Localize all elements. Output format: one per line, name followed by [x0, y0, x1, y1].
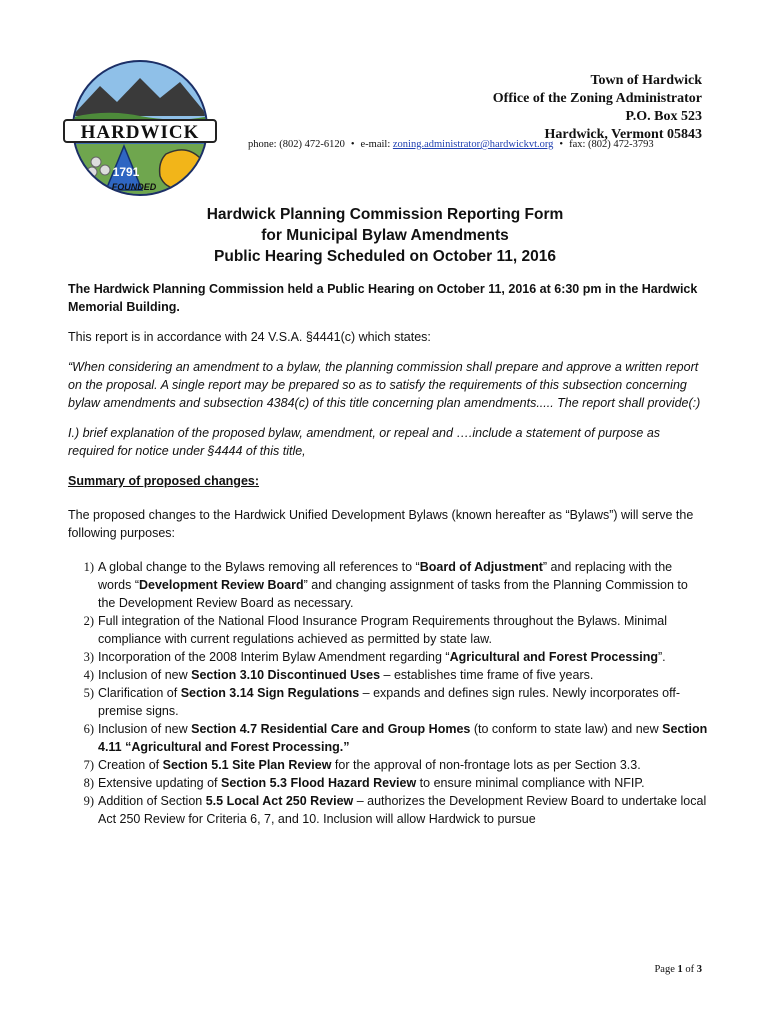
office-name: Office of the Zoning Administrator: [492, 91, 702, 106]
hardwick-seal-logo: [62, 58, 218, 198]
list-item: 5) Clarification of Section 3.14 Sign Regulations – expands and defines sign rules. Newly incorporates off-premise signs.: [83, 686, 680, 718]
document-body: [68, 280, 708, 828]
title-line-3: Public Hearing Scheduled on October 11, 2016: [214, 248, 556, 265]
bullet-separator: •: [559, 139, 564, 150]
document-title: [120, 204, 650, 267]
list-item: 3) Incorporation of the 2008 Interim Bylaw Amendment regarding “Agricultural and Forest Processing”.: [83, 650, 666, 664]
page-number: Page 1 of 3: [654, 964, 702, 975]
list-item: 2) Full integration of the National Flood Insurance Program Requirements throughout the Bylaws. Minimal compliance with current regulations achieved as permitted by state law.: [83, 614, 668, 646]
list-item: 6) Inclusion of new Section 4.7 Residential Care and Group Homes (to conform to state law) and new Section 4.11 “Agricultural and Forest Processing.”: [83, 722, 708, 754]
title-line-1: Hardwick Planning Commission Reporting Form: [206, 206, 564, 223]
changes-list: [68, 558, 708, 828]
list-item: 7) Creation of Section 5.1 Site Plan Review for the approval of non-frontage lots as per Section 3.3.: [83, 758, 641, 772]
list-item: 9) Addition of Section 5.5 Local Act 250 Review – authorizes the Development Review Board to undertake local Act 250 Review for Criteria 6, 7, and 10. Inclusion will allow Hardwick to pursue: [83, 794, 707, 826]
title-line-2: for Municipal Bylaw Amendments: [261, 227, 509, 244]
bullet-separator: •: [350, 139, 355, 150]
letterhead-address: [493, 72, 702, 144]
statute-quote: “When considering an amendment to a bylaw, the planning commission shall prepare and approve a written report on the proposal. A single report may be prepared so as to satisfy the requirements of this subsection concerning bylaw amendments and subsection 4384(c) of this title concerning plan amendments..... The report shall provide(:): [68, 360, 701, 410]
seal-year: 1791: [112, 165, 140, 179]
purposes-intro: The proposed changes to the Hardwick Unified Development Bylaws (known hereafter as “Bylaws”) will serve the following purposes:: [68, 508, 694, 540]
town-name: Town of Hardwick: [590, 73, 702, 88]
fax-number: fax: (802) 472-3793: [569, 139, 654, 150]
contact-line: [248, 138, 708, 152]
statute-quote-item: I.) brief explanation of the proposed bylaw, amendment, or repeal and ….include a statement of purpose as required for notice under §4444 of this title,: [68, 426, 661, 458]
seal-founded: FOUNDED: [111, 182, 157, 192]
hearing-statement: The Hardwick Planning Commission held a Public Hearing on October 11, 2016 at 6:30 pm in the Hardwick Memorial Building.: [68, 282, 698, 314]
po-box: P.O. Box 523: [625, 109, 702, 124]
city-state-zip: Hardwick, Vermont 05843: [544, 127, 702, 142]
email-link[interactable]: zoning.administrator@hardwickvt.org: [392, 139, 554, 150]
phone-number: phone: (802) 472-6120: [248, 139, 345, 150]
email-label: e-mail:: [360, 139, 393, 150]
list-item: 4) Inclusion of new Section 3.10 Discontinued Uses – establishes time frame of five years.: [83, 668, 594, 682]
seal-town-name: HARDWICK: [80, 122, 200, 143]
statute-reference: This report is in accordance with 24 V.S.A. §4441(c) which states:: [68, 330, 431, 344]
list-item: 8) Extensive updating of Section 5.3 Flood Hazard Review to ensure minimal compliance with NFIP.: [83, 776, 645, 790]
list-item: 1) A global change to the Bylaws removing all references to “Board of Adjustment” and replacing with the words “Development Review Board” and changing assignment of tasks from the Planning Commission to the Development Review Board as necessary.: [83, 560, 688, 610]
summary-heading: Summary of proposed changes:: [68, 474, 260, 488]
